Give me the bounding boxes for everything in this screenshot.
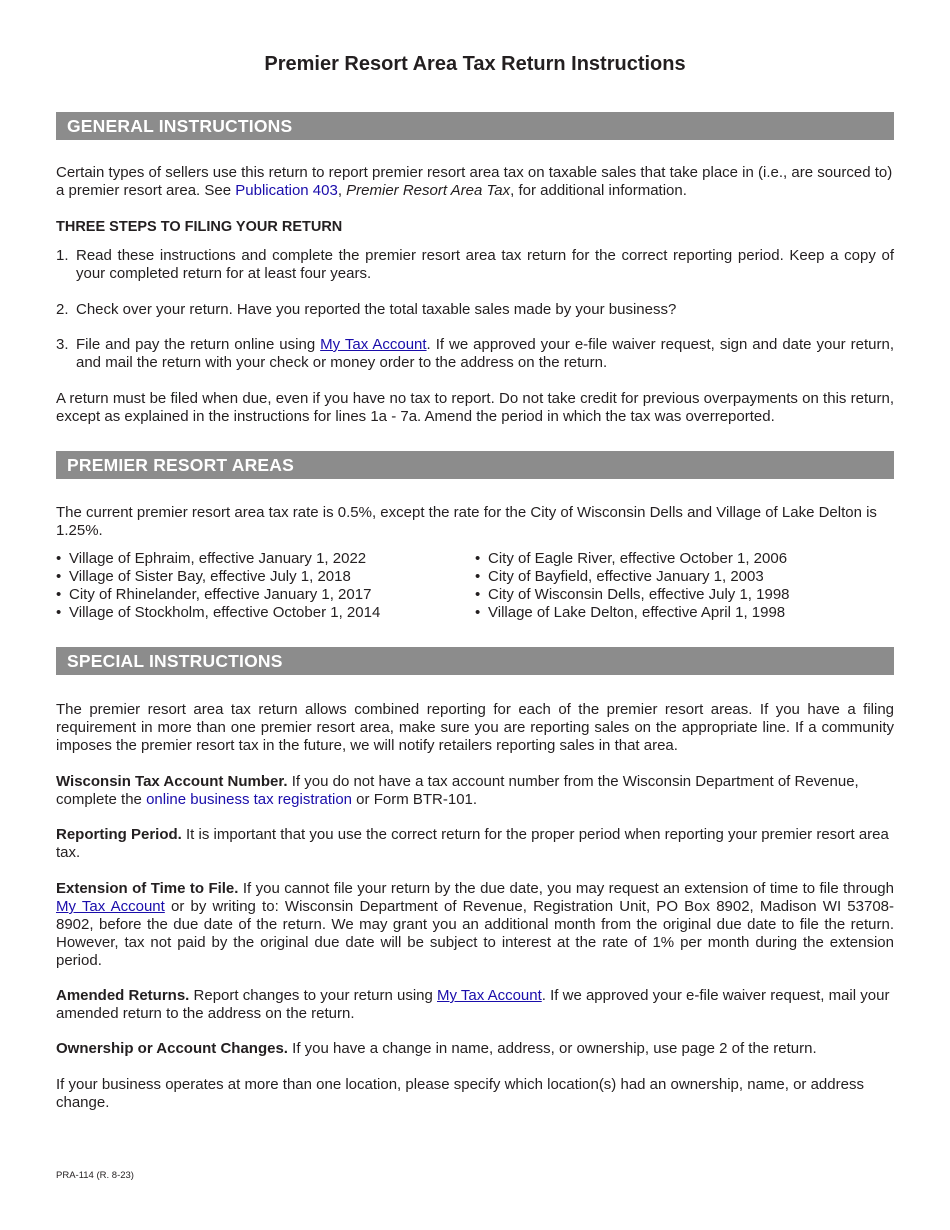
list-item: • Village of Ephraim, effective January 1, 2022 (56, 550, 380, 568)
areas-list-right (475, 550, 790, 622)
form-number-footer: PRA-114 (R. 8-23) (56, 1170, 134, 1181)
amended-returns-text-a: Report changes to your return using (189, 987, 437, 1004)
general-intro-paragraph (56, 164, 894, 200)
multiple-locations-paragraph: If your business operates at more than one location, please specify which location(s) had an ownership, name, or address change. (56, 1076, 864, 1111)
reporting-period-paragraph (56, 826, 894, 862)
premier-resort-areas-heading: PREMIER RESORT AREAS (56, 451, 894, 479)
step-3-number: 3. (56, 336, 69, 353)
three-steps-heading: THREE STEPS TO FILING YOUR RETURN (56, 219, 343, 235)
step-1-number: 1. (56, 247, 69, 264)
my-tax-account-link[interactable]: My Tax Account (56, 898, 165, 915)
areas-list-left (56, 550, 380, 622)
step-3 (56, 336, 894, 372)
amended-returns-text-b: . If we approved your e-file waiver request, mail your amended return to the address on the return. (56, 987, 890, 1022)
list-item: • City of Bayfield, effective January 1, 2003 (475, 568, 790, 586)
page-title: Premier Resort Area Tax Return Instructions (264, 53, 686, 75)
special-intro-paragraph: The premier resort area tax return allows combined reporting for each of the premier resort areas. If you have a filing requirement in more than one premier resort area, make sure you are reporting sales on the appropriate line. If a community imposes the premier resort tax in the future, we will notify retailers reporting sales in that area. (56, 701, 894, 754)
step-3-text-a: File and pay the return online using (76, 336, 321, 353)
ownership-changes-label: Ownership or Account Changes. (56, 1040, 288, 1057)
step-3-text-b: . If we approved your e-file waiver request, sign and date your return, and mail the return with your check or money order to the address on the return. (76, 336, 894, 371)
publication-title: Premier Resort Area Tax (346, 182, 511, 199)
my-tax-account-link[interactable]: My Tax Account (320, 336, 427, 353)
general-note-paragraph: A return must be filed when due, even if you have no tax to report. Do not take credit for previous overpayments on this return, except as explained in the instructions for lines 1a - 7a. Amend the period in which the tax was overreported. (56, 390, 894, 425)
special-instructions-heading: SPECIAL INSTRUCTIONS (56, 647, 894, 675)
general-intro-text-c: , for additional information. (510, 182, 687, 199)
online-business-tax-registration-link[interactable]: online business tax registration (146, 791, 353, 808)
general-instructions-heading: GENERAL INSTRUCTIONS (56, 112, 894, 140)
extension-text-a: If you cannot file your return by the due date, you may request an extension of time to file through (238, 880, 894, 897)
step-1-text: Read these instructions and complete the premier resort area tax return for the correct reporting period. Keep a copy of your completed return for at least four years. (76, 247, 894, 282)
reporting-period-text: It is important that you use the correct return for the proper period when reporting your premier resort area tax. (56, 826, 889, 861)
tax-account-number-text-b: or Form BTR-101. (352, 791, 478, 808)
step-2-text: Check over your return. Have you reported the total taxable sales made by your business? (76, 301, 677, 318)
step-1 (56, 247, 894, 283)
general-intro-text-b: , (337, 182, 347, 199)
amended-returns-label: Amended Returns. (56, 987, 190, 1004)
extension-text-b: or by writing to: Wisconsin Department of Revenue, Registration Unit, PO Box 8902, Madison WI 53708-8902, before the due date of the return. We may grant you an additional month from the original due date to file the return. However, tax not paid by the original due date will be subject to interest at the rate of 1% per month during the extension period. (56, 898, 894, 969)
list-item: • City of Rhinelander, effective January 1, 2017 (56, 586, 380, 604)
list-item: • Village of Sister Bay, effective July 1, 2018 (56, 568, 380, 586)
tax-account-number-paragraph (56, 773, 894, 809)
ownership-changes-paragraph (56, 1040, 894, 1058)
list-item: • City of Wisconsin Dells, effective July 1, 1998 (475, 586, 790, 604)
step-2 (56, 301, 894, 319)
amended-returns-paragraph (56, 987, 894, 1023)
my-tax-account-link[interactable]: My Tax Account (437, 987, 542, 1004)
ownership-changes-text: If you have a change in name, address, or ownership, use page 2 of the return. (287, 1040, 817, 1057)
tax-account-number-text-a: If you do not have a tax account number from the Wisconsin Department of Revenue, complete the (56, 773, 859, 808)
tax-rate-paragraph: The current premier resort area tax rate is 0.5%, except the rate for the City of Wisconsin Dells and Village of Lake Delton is 1.25%. (56, 504, 877, 539)
list-item: • Village of Lake Delton, effective April 1, 1998 (475, 604, 790, 622)
extension-paragraph (56, 880, 894, 970)
reporting-period-label: Reporting Period. (56, 826, 182, 843)
publication-403-link[interactable]: Publication 403 (235, 182, 338, 199)
list-item: • City of Eagle River, effective October 1, 2006 (475, 550, 790, 568)
step-3-paragraph (76, 336, 894, 372)
list-item: • Village of Stockholm, effective October 1, 2014 (56, 604, 380, 622)
extension-label: Extension of Time to File. (56, 880, 239, 897)
tax-account-number-label: Wisconsin Tax Account Number. (56, 773, 288, 790)
general-intro-text-a: Certain types of sellers use this return to report premier resort area tax on taxable sales that take place in (i.e., are sourced to) a premier resort area. See (56, 164, 893, 199)
step-2-number: 2. (56, 301, 69, 318)
